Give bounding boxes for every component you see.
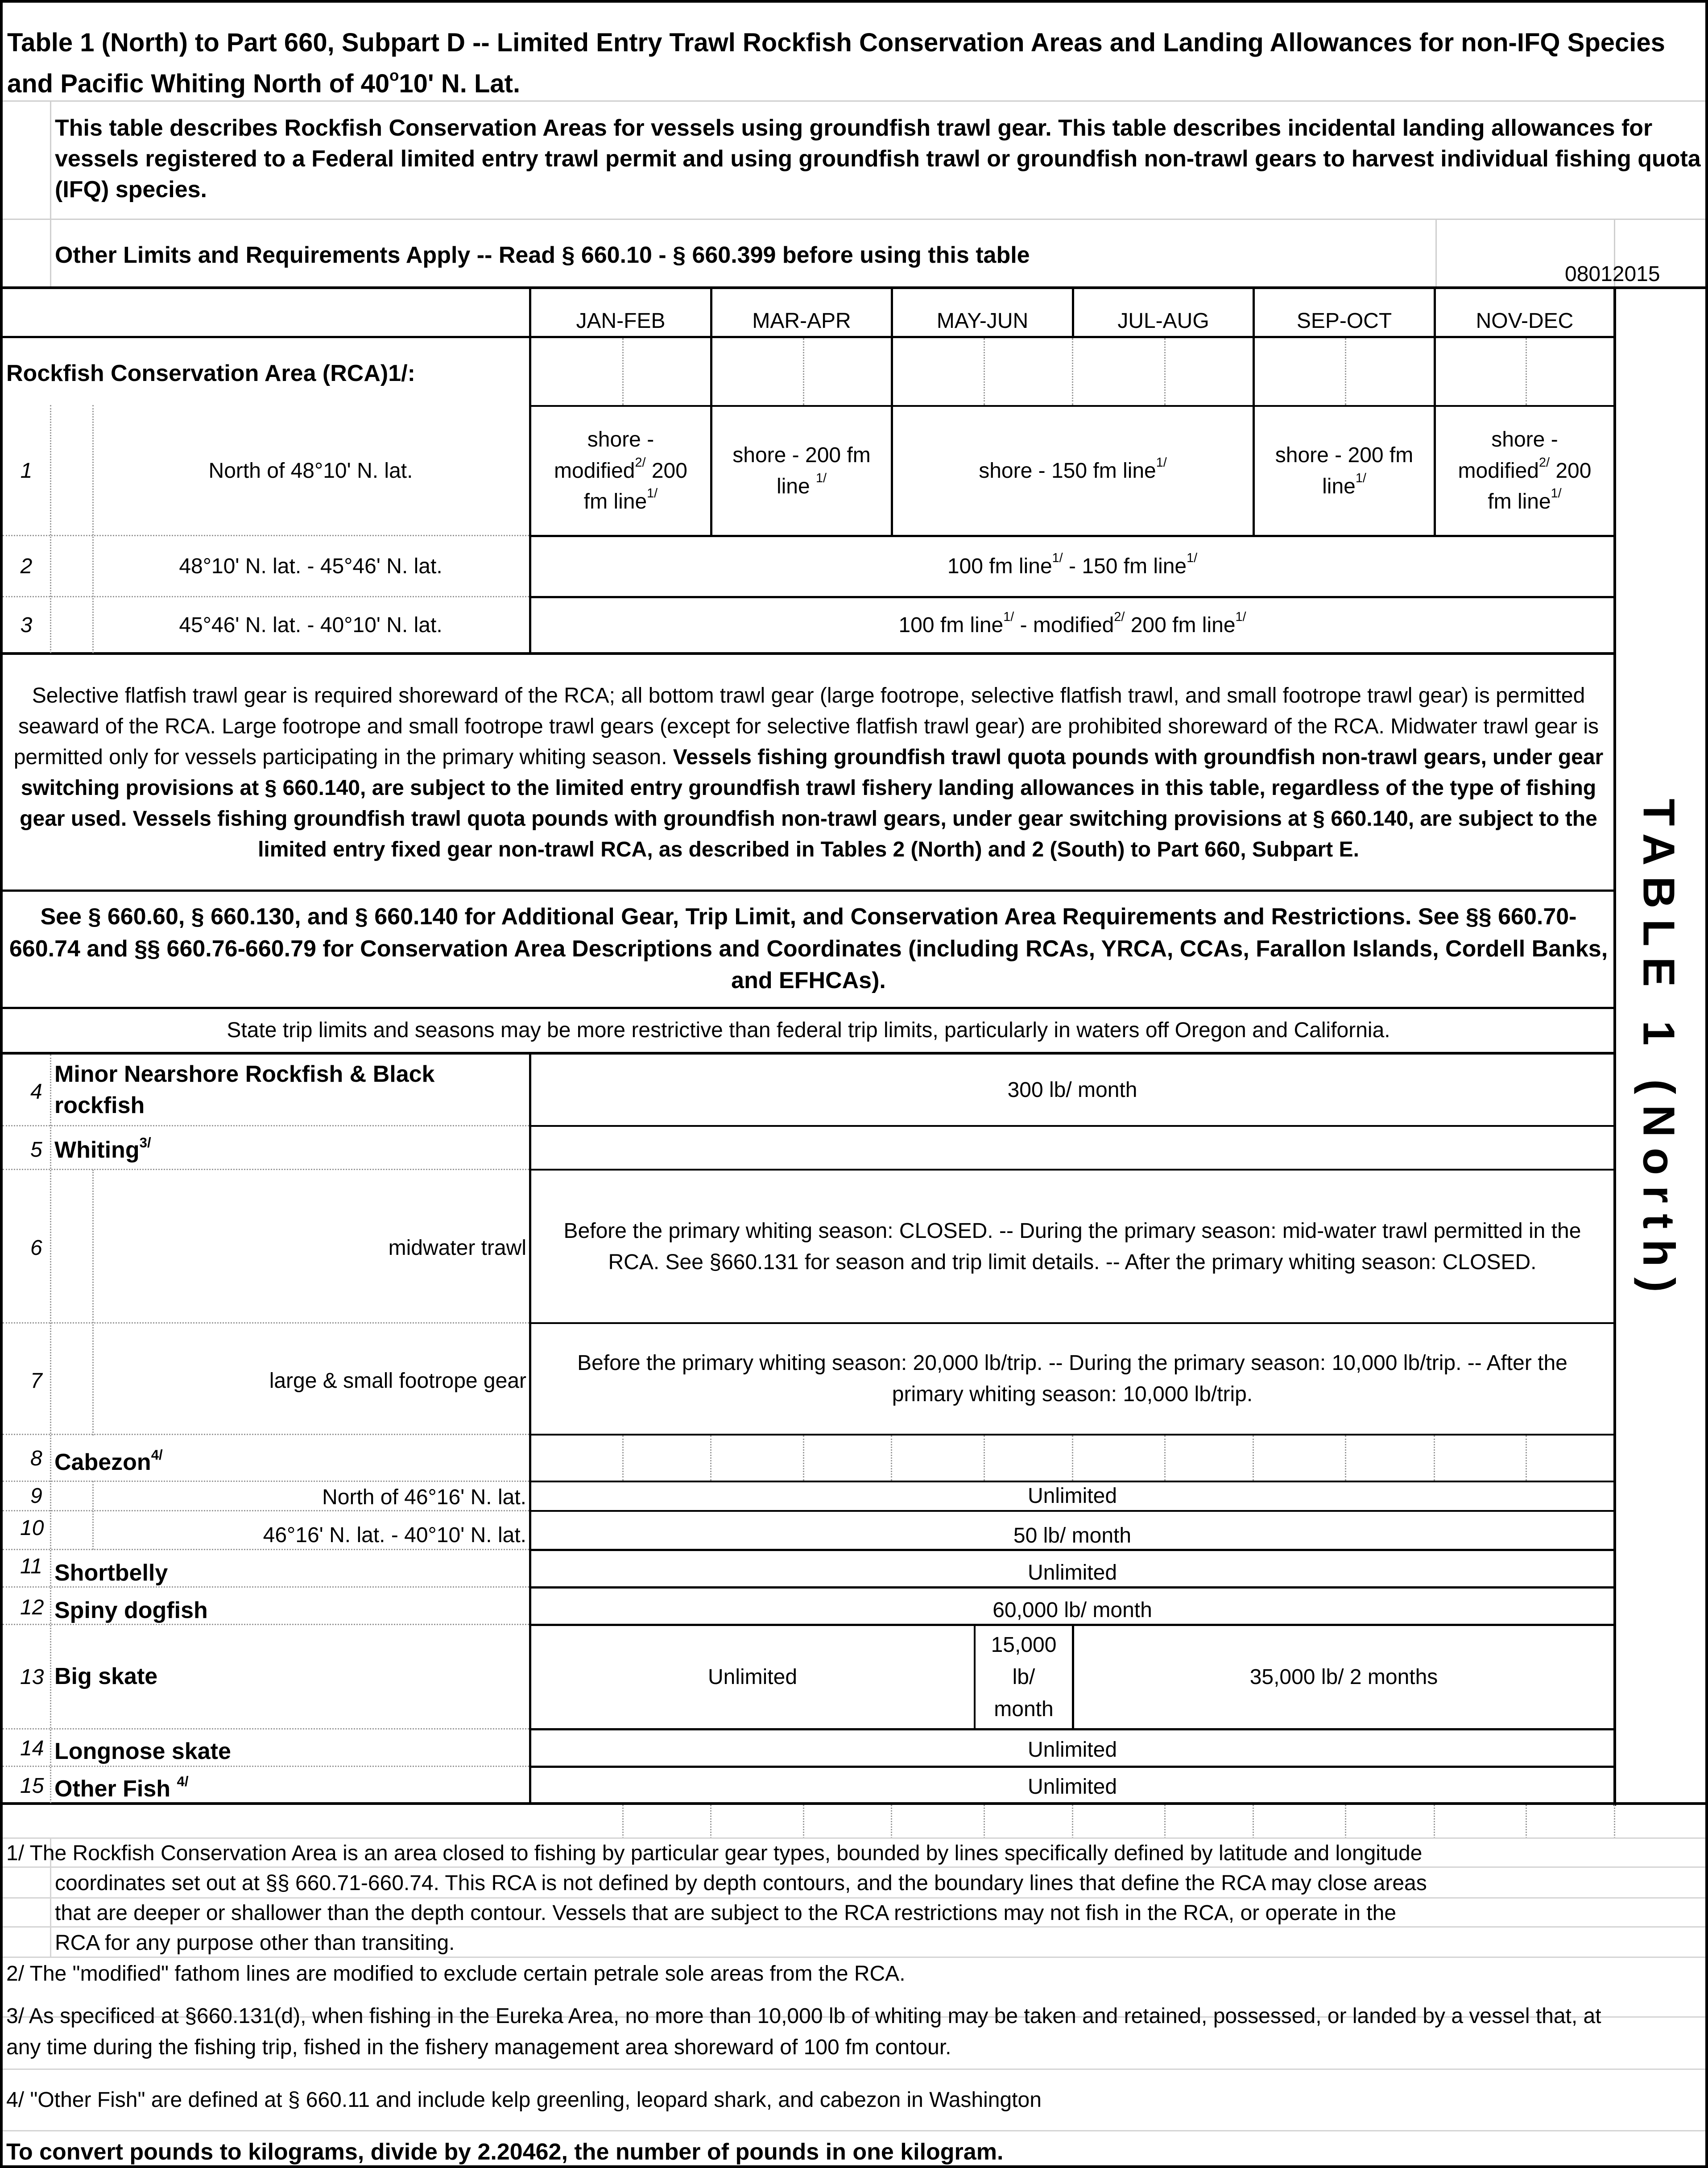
grid-line [1435, 219, 1437, 288]
grid-line [3, 1897, 1705, 1899]
row-number: 15 [20, 1774, 44, 1798]
row-number: 8 [30, 1447, 42, 1470]
grid-line [3, 1837, 1705, 1839]
period-header: JUL-AUG [1117, 309, 1209, 333]
row-number: 4 [30, 1080, 42, 1104]
grid-line [92, 1170, 94, 1436]
grid-line [50, 100, 51, 288]
date-code: 08012015 [1565, 262, 1660, 286]
grid-line [3, 1957, 1705, 1958]
grid-line [891, 1805, 892, 1838]
gear-requirements-note: Selective flatfish trawl gear is required shoreward of the RCA; all bottom trawl gear (large footrope, selective flatfish trawl, and small footrope trawl gear) is permitted seaward of the RCA. Large footrope and small footrope trawl gears (except for selective flatfish trawl gear) are prohibited shoreward of the RCA. Midwater trawl gear is permitted only for vessels participating in the primary whiting season. Vessels fishing groundfish trawl quota pounds with groundfish non-trawl gears, under gear switching provisions at § 660.140, are subject to the limited entry groundfish trawl fishery landing allowances in this table, regardless of the type of fishing gear used. Vessels fishing groundfish trawl quota pounds with groundfish non-trawl gears, under gear switching provisions at § 660.140, are subject to the limited entry fixed gear non-trawl RCA, as described in Tables 2 (North) and 2 (South) to Part 660, Subpart E. [13, 683, 1604, 862]
grid-line [50, 405, 51, 653]
grid-line [3, 1169, 529, 1170]
footnote-3-cont: any time during the fishing trip, fished in the fishery management area shoreward of 100 fm contour. [6, 2036, 951, 2059]
limit-value: 300 lb/ month [1007, 1078, 1137, 1102]
grid-line [3, 2130, 1705, 2131]
grid-line [3, 596, 529, 597]
gear-type: midwater trawl [388, 1236, 526, 1260]
grid-line [3, 1549, 529, 1550]
species-name: Cabezon$^{4/}$ [54, 1447, 163, 1475]
grid-line [1345, 1805, 1346, 1838]
row-number: 3 [20, 613, 33, 637]
grid-line [1164, 1805, 1166, 1838]
see-also-note: See § 660.60, § 660.130, and § 660.140 for Additional Gear, Trip Limit, and Conservation Area Requirements and Restrictions. See §§ 660.70-660.74 and §§ 660.76-660.79 for Conservation Area Descriptions and Coordinates (including RCAs, YRCA, CCAs, Farallon Islands, Cordell Banks, and EFHCAs). [9, 903, 1608, 994]
grid-line [1345, 338, 1346, 405]
rca-boundary-jan-feb: shore - modified$^{2/}$ 200 fm line$^{1/}$ [554, 428, 687, 514]
rca-area-label: 45°46' N. lat. - 40°10' N. lat. [179, 613, 443, 637]
description-line-3: (IFQ) species. [55, 177, 207, 203]
row-number: 2 [20, 554, 33, 579]
area-label: North of 46°16' N. lat. [322, 1485, 526, 1509]
species-name: Spiny dogfish [54, 1597, 208, 1623]
rca-boundary-all-periods: 100 fm line$^{1/}$ - 150 fm line$^{1/}$ [947, 551, 1198, 579]
table-rule [0, 1052, 1616, 1055]
grid-line [622, 338, 624, 405]
table-rule [0, 652, 1616, 655]
table-rule [0, 1802, 1708, 1805]
grid-line [3, 1322, 529, 1324]
period-header: MAR-APR [752, 309, 851, 333]
description-line-2: vessels registered to a Federal limited entry trawl permit and using groundfish trawl or groundfish non-trawl gears to harvest individual fishing quota [55, 146, 1701, 172]
grid-line [891, 1436, 892, 1481]
species-name: Longnose skate [54, 1738, 231, 1764]
limit-value: Before the primary whiting season: CLOSED. -- During the primary season: mid-water trawl permitted in the RCA. See §660.131 for season and trip limit details. -- After the primary whiting season: CLOSED. [563, 1219, 1581, 1274]
grid-line [803, 1805, 804, 1838]
grid-line [1164, 338, 1166, 405]
rca-area-label: 48°10' N. lat. - 45°46' N. lat. [179, 554, 443, 579]
species-name: Shortbelly [54, 1560, 168, 1586]
grid-line [1434, 1436, 1435, 1481]
grid-line [3, 1434, 529, 1435]
grid-line [1526, 1436, 1527, 1481]
grid-line [1526, 1805, 1527, 1838]
grid-line [3, 2069, 1705, 2070]
gear-type: large & small footrope gear [269, 1369, 526, 1393]
grid-line [3, 219, 1705, 220]
limit-value: 50 lb/ month [1013, 1523, 1132, 1547]
rca-area-label: North of 48°10' N. lat. [208, 459, 413, 483]
row-number: 13 [20, 1665, 44, 1689]
limit-value: Unlimited [1027, 1738, 1117, 1762]
description-line-1: This table describes Rockfish Conservation Areas for vessels using groundfish trawl gear. This table describes incidental landing allowances for [55, 115, 1653, 141]
grid-line [984, 1805, 985, 1838]
table-rule [529, 1169, 1615, 1171]
table-border [0, 0, 3, 2168]
row-number: 11 [20, 1555, 42, 1578]
limit-value: 15,000 lb/ month [991, 1633, 1057, 1721]
grid-line [984, 1436, 985, 1481]
table-rule [0, 890, 1616, 892]
species-name: Whiting$^{3/}$ [54, 1135, 151, 1163]
footnote-1: 1/ The Rockfish Conservation Area is an area closed to fishing by particular gear types, bounded by lines specifically defined by latitude and longitude [6, 1841, 1423, 1865]
grid-line [1072, 1436, 1073, 1481]
area-label: 46°16' N. lat. - 40°10' N. lat. [263, 1523, 526, 1547]
row-number: 6 [30, 1236, 42, 1260]
state-limits-note: State trip limits and seasons may be more restrictive than federal trip limits, particularly in waters off Oregon and California. [227, 1018, 1390, 1043]
period-header: NOV-DEC [1476, 309, 1574, 333]
grid-line [803, 1436, 804, 1481]
limit-value: Unlimited [1027, 1775, 1117, 1799]
rca-boundary-mar-apr: shore - 200 fm line $^{1/}$ [732, 443, 871, 498]
grid-line [1345, 1436, 1346, 1481]
grid-line [803, 338, 804, 405]
grid-line [1434, 1805, 1435, 1838]
footnote-3: 3/ As specificed at §660.131(d), when fishing in the Eureka Area, no more than 10,000 lb of whiting may be taken and retained, possessed, or landed by a vessel that, at [6, 2004, 1601, 2028]
species-name: Minor Nearshore Rockfish & Black [54, 1061, 435, 1087]
side-table-label: TABLE 1 (North) [1634, 799, 1684, 1303]
grid-line [3, 535, 529, 536]
footnote-2: 2/ The "modified" fathom lines are modified to exclude certain petrale sole areas from the RCA. [6, 1962, 906, 1986]
grid-line [622, 1805, 624, 1838]
period-header: JAN-FEB [576, 309, 666, 333]
row-number: 10 [20, 1516, 44, 1540]
other-limits-note: Other Limits and Requirements Apply -- Read § 660.10 - § 660.399 before using this table [55, 242, 1030, 268]
row-number: 7 [30, 1369, 42, 1393]
grid-line [1253, 1436, 1254, 1481]
title-line-2: and Pacific Whiting North of 40$^o$10' N. Lat. [7, 67, 521, 98]
rca-boundary-nov-dec: shore - modified$^{2/}$ 200 fm line$^{1/}$ [1458, 428, 1592, 514]
grid-line [984, 338, 985, 405]
grid-line [50, 1055, 51, 1803]
grid-line [1072, 1805, 1073, 1838]
grid-line [3, 1125, 529, 1126]
grid-line [3, 100, 1705, 102]
grid-line [710, 1805, 711, 1838]
rca-boundary-all-periods: 100 fm line$^{1/}$ - modified$^{2/}$ 200 fm line$^{1/}$ [898, 609, 1246, 637]
grid-line [622, 1436, 624, 1481]
rca-boundary-sep-oct: shore - 200 fm line$^{1/}$ [1275, 443, 1414, 498]
table-rule [529, 1125, 1615, 1127]
species-name-cont: rockfish [54, 1092, 145, 1118]
rca-boundary-may-aug: shore - 150 fm line$^{1/}$ [979, 455, 1167, 483]
row-number: 14 [20, 1737, 44, 1760]
period-header: SEP-OCT [1296, 309, 1392, 333]
period-header: MAY-JUN [936, 309, 1029, 333]
row-number: 12 [20, 1596, 44, 1619]
limit-value: Unlimited [707, 1665, 798, 1689]
species-name: Big skate [54, 1663, 158, 1689]
grid-line [3, 1728, 529, 1729]
footnote-4: 4/ "Other Fish" are defined at § 660.11 and include kelp greenling, leopard shark, and cabezon in Washington [6, 2088, 1042, 2112]
row-number: 5 [30, 1138, 42, 1162]
grid-line [1526, 338, 1527, 405]
limit-value: Unlimited [1027, 1484, 1117, 1508]
conversion-note: To convert pounds to kilograms, divide by 2.20462, the number of pounds in one kilogram. [6, 2139, 1004, 2165]
table-rule [0, 286, 1708, 289]
grid-line [1253, 1805, 1254, 1838]
limit-value: 60,000 lb/ month [993, 1598, 1152, 1622]
table-border [1705, 0, 1708, 2168]
footnote-1-cont: coordinates set out at §§ 660.71-660.74. This RCA is not defined by depth contours, and the boundary lines that define the RCA may close areas [55, 1871, 1427, 1895]
row-number: 1 [20, 459, 33, 483]
grid-line [1164, 1436, 1166, 1481]
limit-value: Unlimited [1027, 1560, 1117, 1585]
rca-heading: Rockfish Conservation Area (RCA)1/: [6, 360, 415, 386]
title-line-1: Table 1 (North) to Part 660, Subpart D -- Limited Entry Trawl Rockfish Conservation Areas and Landing Allowances for non-IFQ Species [7, 28, 1665, 57]
grid-line [1614, 1805, 1615, 1838]
table-border [0, 0, 1708, 3]
species-name: Other Fish $^{4/}$ [54, 1774, 189, 1802]
footnote-1-cont: that are deeper or shallower than the depth contour. Vessels that are subject to the RCA restrictions may not fish in the RCA, or operate in the [55, 1901, 1397, 1925]
row-number: 9 [30, 1484, 42, 1508]
footnote-1-cont: RCA for any purpose other than transiting. [55, 1931, 455, 1955]
limit-value: 35,000 lb/ 2 months [1249, 1665, 1438, 1689]
grid-line [710, 1436, 711, 1481]
grid-line [1072, 338, 1073, 405]
grid-line [3, 1481, 529, 1482]
limit-value: Before the primary whiting season: 20,000 lb/trip. -- During the primary season: 10,000 lb/trip. -- After the primary whiting season: 10,000 lb/trip. [577, 1351, 1567, 1406]
